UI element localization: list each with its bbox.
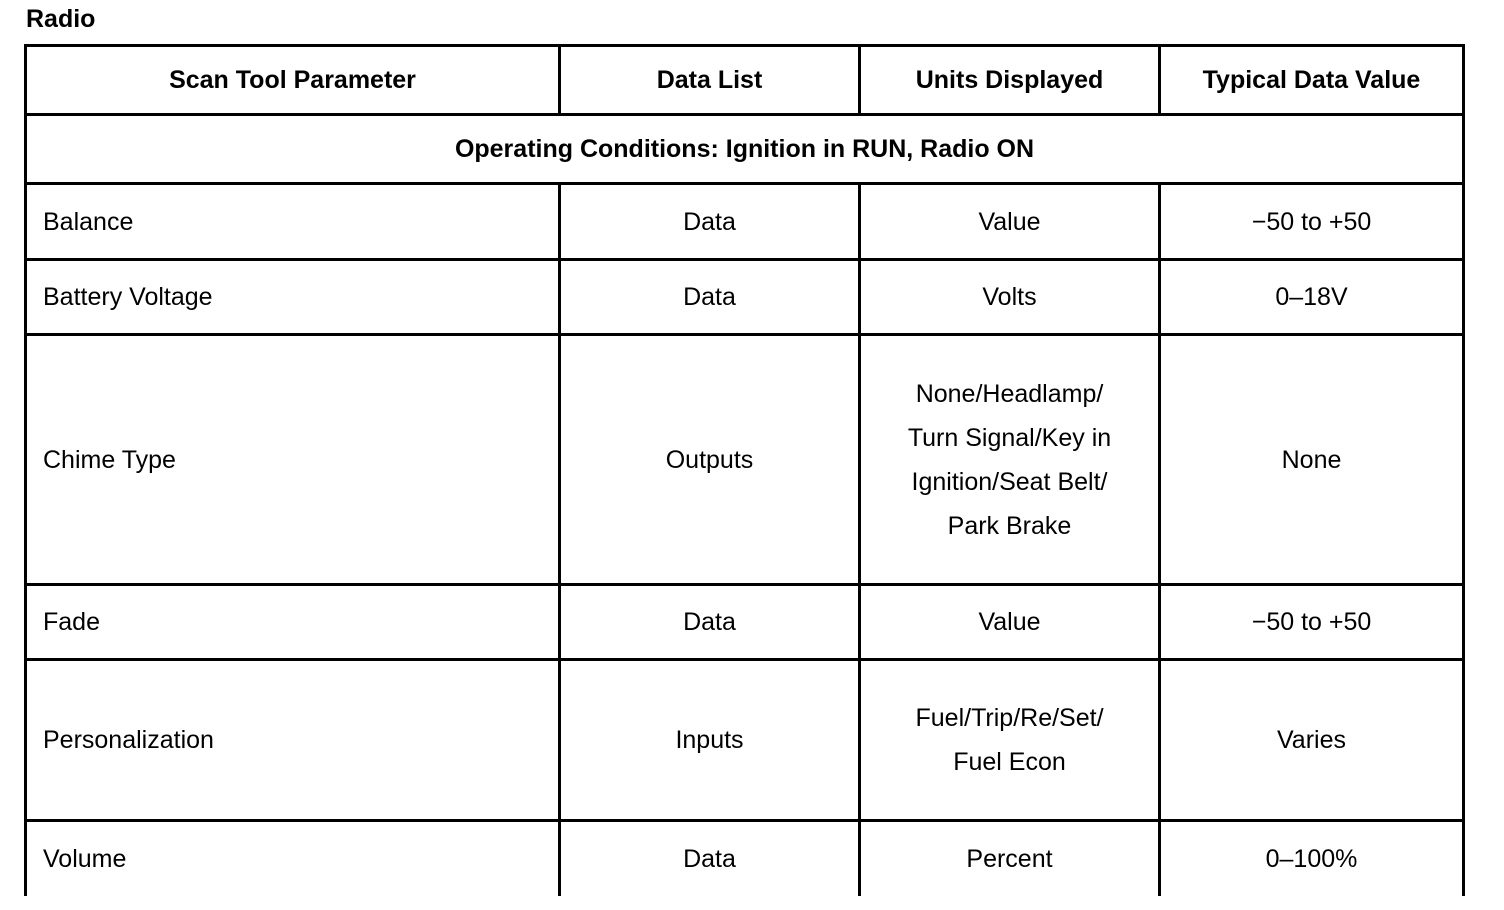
parameter-cell: Fade bbox=[26, 585, 560, 660]
operating-conditions-row bbox=[26, 115, 1464, 184]
table-header-row bbox=[26, 46, 1464, 115]
parameter-cell: Volume bbox=[26, 821, 560, 897]
units-cell: Fuel/Trip/Re/Set/ Fuel Econ bbox=[860, 660, 1160, 821]
parameter-cell: Balance bbox=[26, 184, 560, 260]
header-typical-data-value: Typical Data Value bbox=[1160, 46, 1464, 115]
table-row bbox=[26, 184, 1464, 260]
data-list-cell: Inputs bbox=[560, 660, 860, 821]
table-row bbox=[26, 335, 1464, 585]
typical-value-cell: 0–18V bbox=[1160, 260, 1464, 335]
units-cell: Value bbox=[860, 184, 1160, 260]
data-list-cell: Data bbox=[560, 585, 860, 660]
typical-value-cell: −50 to +50 bbox=[1160, 184, 1464, 260]
typical-value-cell: Varies bbox=[1160, 660, 1464, 821]
header-units-displayed: Units Displayed bbox=[860, 46, 1160, 115]
data-list-cell: Data bbox=[560, 821, 860, 897]
table-row bbox=[26, 585, 1464, 660]
header-scan-tool-parameter: Scan Tool Parameter bbox=[26, 46, 560, 115]
typical-value-cell: None bbox=[1160, 335, 1464, 585]
table-row bbox=[26, 660, 1464, 821]
units-cell: Volts bbox=[860, 260, 1160, 335]
typical-value-cell: 0–100% bbox=[1160, 821, 1464, 897]
table-row bbox=[26, 821, 1464, 897]
parameter-cell: Battery Voltage bbox=[26, 260, 560, 335]
document-title: Radio bbox=[26, 5, 96, 33]
units-cell: Percent bbox=[860, 821, 1160, 897]
parameter-cell: Personalization bbox=[26, 660, 560, 821]
scan-tool-data-table bbox=[24, 44, 1465, 896]
header-data-list: Data List bbox=[560, 46, 860, 115]
typical-value-cell: −50 to +50 bbox=[1160, 585, 1464, 660]
units-cell: None/Headlamp/ Turn Signal/Key in Ignition/Seat Belt/ Park Brake bbox=[860, 335, 1160, 585]
data-list-cell: Data bbox=[560, 260, 860, 335]
parameter-cell: Chime Type bbox=[26, 335, 560, 585]
data-list-cell: Data bbox=[560, 184, 860, 260]
operating-conditions-cell: Operating Conditions: Ignition in RUN, Radio ON bbox=[26, 115, 1464, 184]
data-list-cell: Outputs bbox=[560, 335, 860, 585]
table-row bbox=[26, 260, 1464, 335]
units-cell: Value bbox=[860, 585, 1160, 660]
